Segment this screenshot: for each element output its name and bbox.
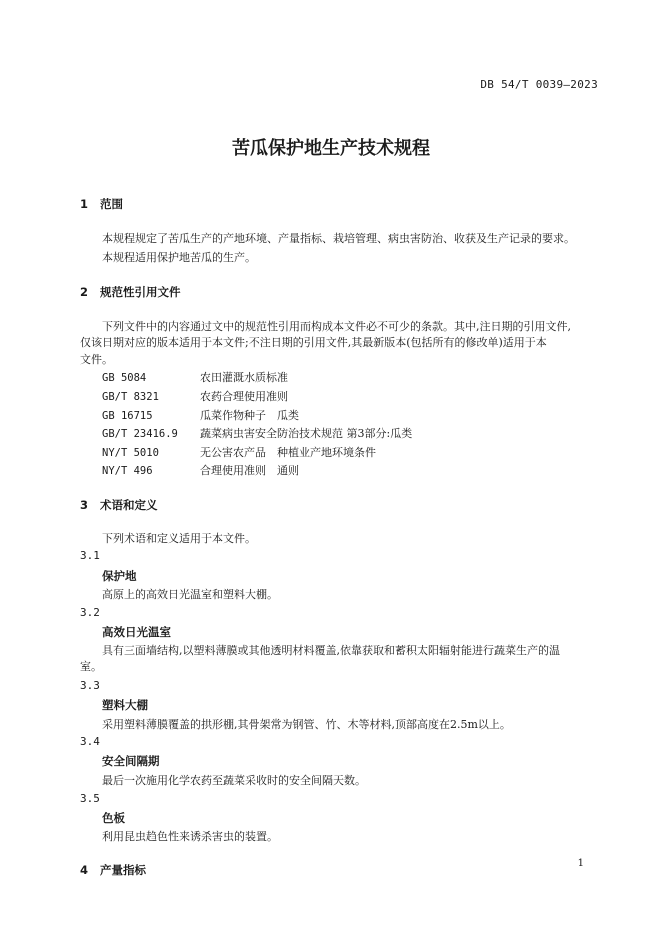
term-definition: 利用昆虫趋色性来诱杀害虫的装置。: [102, 830, 278, 843]
reference-code: NY/T 5010: [102, 447, 159, 459]
section-number: 4: [80, 863, 89, 877]
section-title: 产量指标: [100, 863, 146, 877]
reference-title: 农田灌溉水质标准: [200, 371, 288, 384]
section-number: 1: [80, 197, 89, 211]
term-name: 安全间隔期: [102, 754, 160, 768]
section-title: 规范性引用文件: [100, 285, 181, 299]
term-definition: 采用塑料薄膜覆盖的拱形棚,其骨架常为钢管、竹、木等材料,顶部高度在2.5m以上。: [102, 718, 511, 731]
paragraph: 下列术语和定义适用于本文件。: [102, 532, 256, 545]
reference-row: [102, 368, 288, 387]
term-definition: 具有三面墙结构,以塑料薄膜或其他透明材料覆盖,依靠获取和蓄积太阳辐射能进行蔬菜生产的温: [102, 644, 560, 657]
reference-row: [102, 424, 412, 443]
term-definition: 室。: [80, 660, 102, 673]
term-number: 3.1: [80, 549, 100, 562]
reference-title: 无公害农产品 种植业产地环境条件: [200, 446, 376, 459]
reference-code: GB 5084: [102, 372, 147, 384]
page-number: 1: [577, 858, 584, 869]
paragraph: 本规程适用保护地苦瓜的生产。: [102, 251, 256, 264]
term-name: 色板: [102, 811, 125, 825]
reference-row: [102, 461, 299, 480]
reference-row: [102, 387, 288, 406]
paragraph-line: 下列文件中的内容通过文中的规范性引用而构成本文件必不可少的条款。其中,注日期的引用文件,: [102, 320, 571, 333]
term-definition: 最后一次施用化学农药至蔬菜采收时的安全间隔天数。: [102, 774, 366, 787]
paragraph-line: 仅该日期对应的版本适用于本文件;不注日期的引用文件,其最新版本(包括所有的修改单)适用于本: [80, 336, 547, 349]
section-title: 术语和定义: [100, 498, 158, 512]
section-heading-3: [80, 497, 158, 513]
term-number: 3.2: [80, 606, 100, 619]
term-definition: 高原上的高效日光温室和塑料大棚。: [102, 588, 278, 601]
term-number: 3.3: [80, 679, 100, 692]
reference-code: GB 16715: [102, 410, 153, 422]
reference-code: GB/T 23416.9: [102, 428, 178, 440]
section-heading-4: [80, 862, 146, 878]
section-heading-1: [80, 196, 123, 212]
reference-title: 瓜菜作物种子 瓜类: [200, 409, 299, 422]
paragraph: 本规程规定了苦瓜生产的产地环境、产量指标、栽培管理、病虫害防治、收获及生产记录的要求。: [102, 232, 575, 245]
reference-row: [102, 406, 299, 425]
document-title: 苦瓜保护地生产技术规程: [232, 138, 430, 159]
paragraph-line: 文件。: [80, 353, 113, 366]
term-name: 高效日光温室: [102, 625, 171, 639]
section-title: 范围: [100, 197, 123, 211]
term-name: 塑料大棚: [102, 698, 148, 712]
document-number: DB 54/T 0039—2023: [480, 78, 598, 91]
reference-title: 蔬菜病虫害安全防治技术规范 第3部分:瓜类: [200, 427, 413, 440]
section-number: 2: [80, 285, 89, 299]
reference-code: GB/T 8321: [102, 391, 159, 403]
section-number: 3: [80, 498, 89, 512]
term-number: 3.4: [80, 735, 100, 748]
reference-code: NY/T 496: [102, 465, 153, 477]
reference-title: 农药合理使用准则: [200, 390, 288, 403]
section-heading-2: [80, 284, 181, 300]
term-name: 保护地: [102, 569, 137, 583]
reference-row: [102, 443, 376, 462]
term-number: 3.5: [80, 792, 100, 805]
reference-title: 合理使用准则 通则: [200, 464, 299, 477]
